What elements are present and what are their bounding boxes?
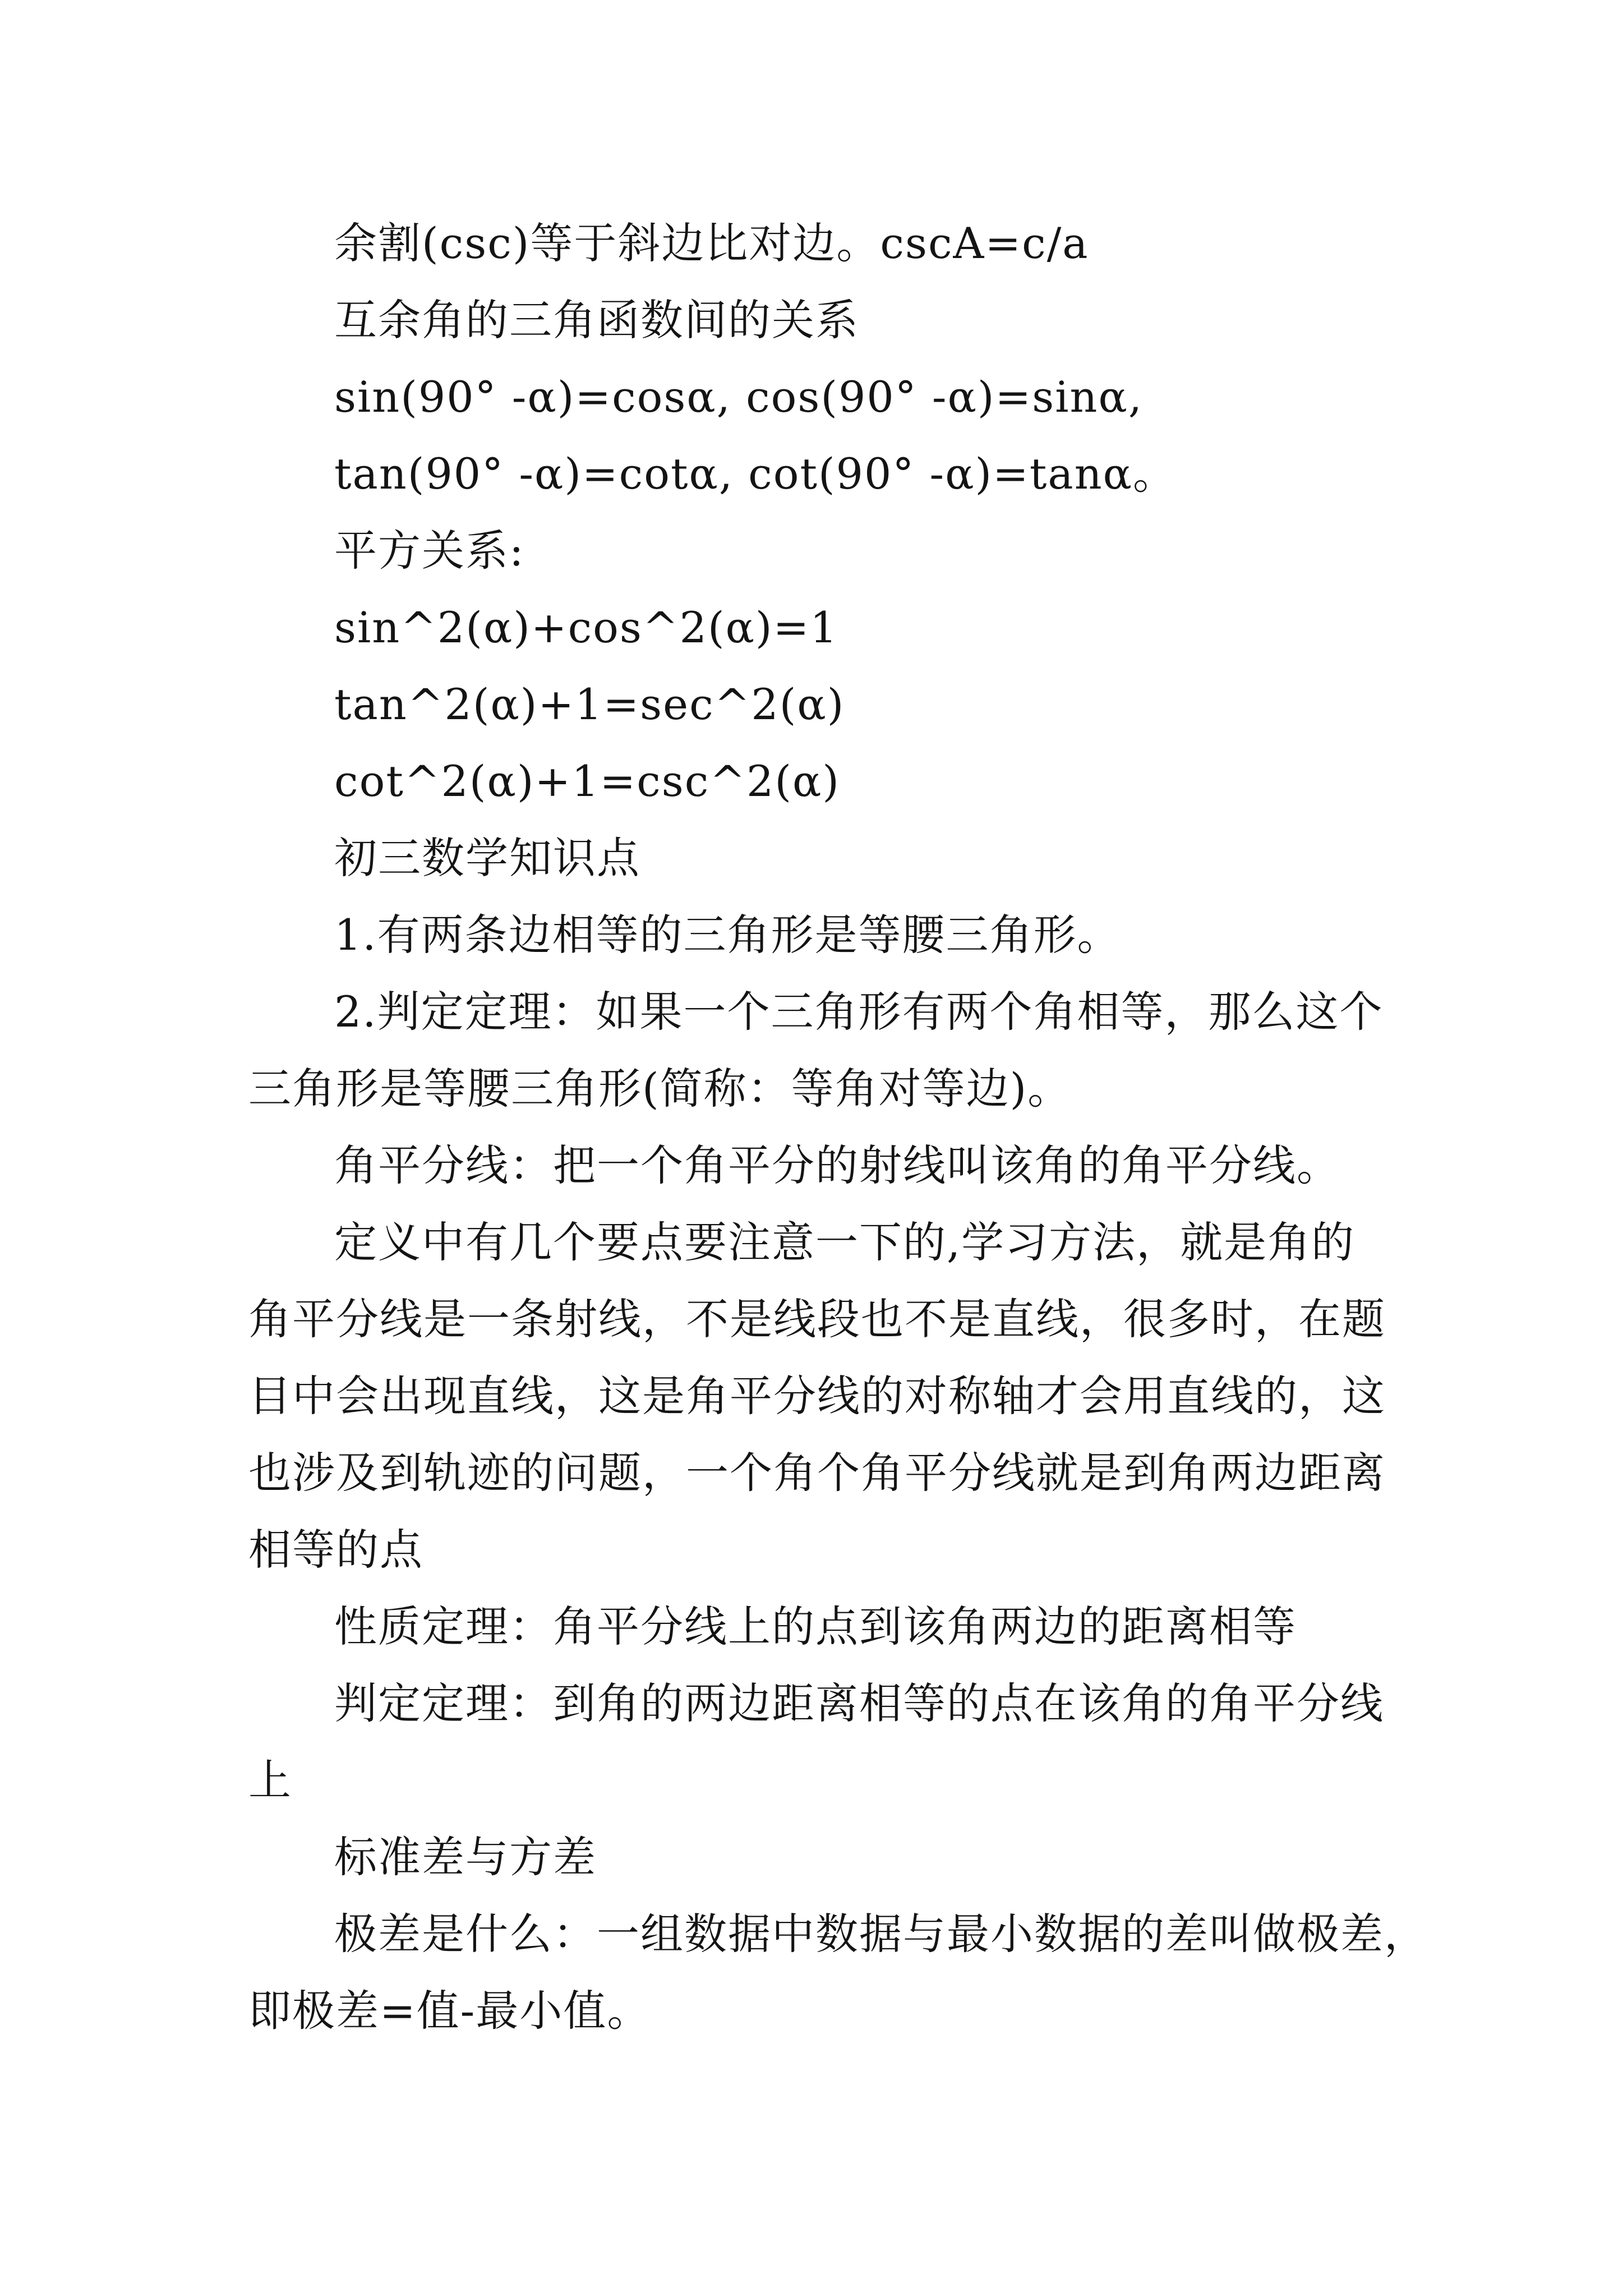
text-line-definition-notes-5: 相等的点	[248, 1525, 423, 1575]
text-line-definition-notes-4: 也涉及到轨迹的问题，一个角个角平分线就是到角两边距离	[248, 1448, 1386, 1498]
text-line-isosceles-definition: 1.有两条边相等的三角形是等腰三角形。	[334, 910, 1121, 960]
text-line-property-theorem: 性质定理：角平分线上的点到该角两边的距离相等	[334, 1602, 1297, 1651]
text-line-isosceles-theorem-cont: 三角形是等腰三角形(简称：等角对等边)。	[248, 1064, 1072, 1114]
text-line-angle-bisector-definition: 角平分线：把一个角平分的射线叫该角的角平分线。	[334, 1140, 1340, 1190]
text-line-formula-cot2-csc2: cot^2(α)+1=csc^2(α)	[334, 756, 841, 806]
text-line-heading-complementary-angles: 互余角的三角函数间的关系	[334, 295, 859, 345]
text-line-formula-sin-cos: sin(90° -α)=cosα, cos(90° -α)=sinα,	[334, 372, 1143, 422]
text-line-formula-sin2-cos2: sin^2(α)+cos^2(α)=1	[334, 602, 838, 652]
text-line-criterion-theorem-cont: 上	[248, 1755, 292, 1805]
text-line-formula-tan-cot: tan(90° -α)=cotα, cot(90° -α)=tanα。	[334, 449, 1177, 499]
text-line-formula-tan2-sec2: tan^2(α)+1=sec^2(α)	[334, 679, 845, 729]
text-line-heading-std-variance: 标准差与方差	[334, 1832, 597, 1882]
text-line-definition-notes-3: 目中会出现直线，这是角平分线的对称轴才会用直线的，这	[248, 1371, 1386, 1421]
text-line-isosceles-theorem: 2.判定定理：如果一个三角形有两个角相等，那么这个	[334, 987, 1384, 1037]
text-line-heading-square-relations: 平方关系:	[334, 526, 525, 576]
text-line-definition-notes-2: 角平分线是一条射线，不是线段也不是直线，很多时，在题	[248, 1294, 1386, 1344]
text-line-definition-notes: 定义中有几个要点要注意一下的,学习方法，就是角的	[334, 1217, 1355, 1267]
text-line-criterion-theorem: 判定定理：到角的两边距离相等的点在该角的角平分线	[334, 1678, 1384, 1728]
text-line-csc-definition: 余割(csc)等于斜边比对边。cscA=c/a	[334, 218, 1089, 268]
text-line-range-definition: 极差是什么：一组数据中数据与最小数据的差叫做极差，	[334, 1909, 1428, 1959]
text-line-heading-grade9-math: 初三数学知识点	[334, 833, 640, 883]
text-line-range-formula: 即极差=值-最小值。	[248, 1986, 651, 2036]
